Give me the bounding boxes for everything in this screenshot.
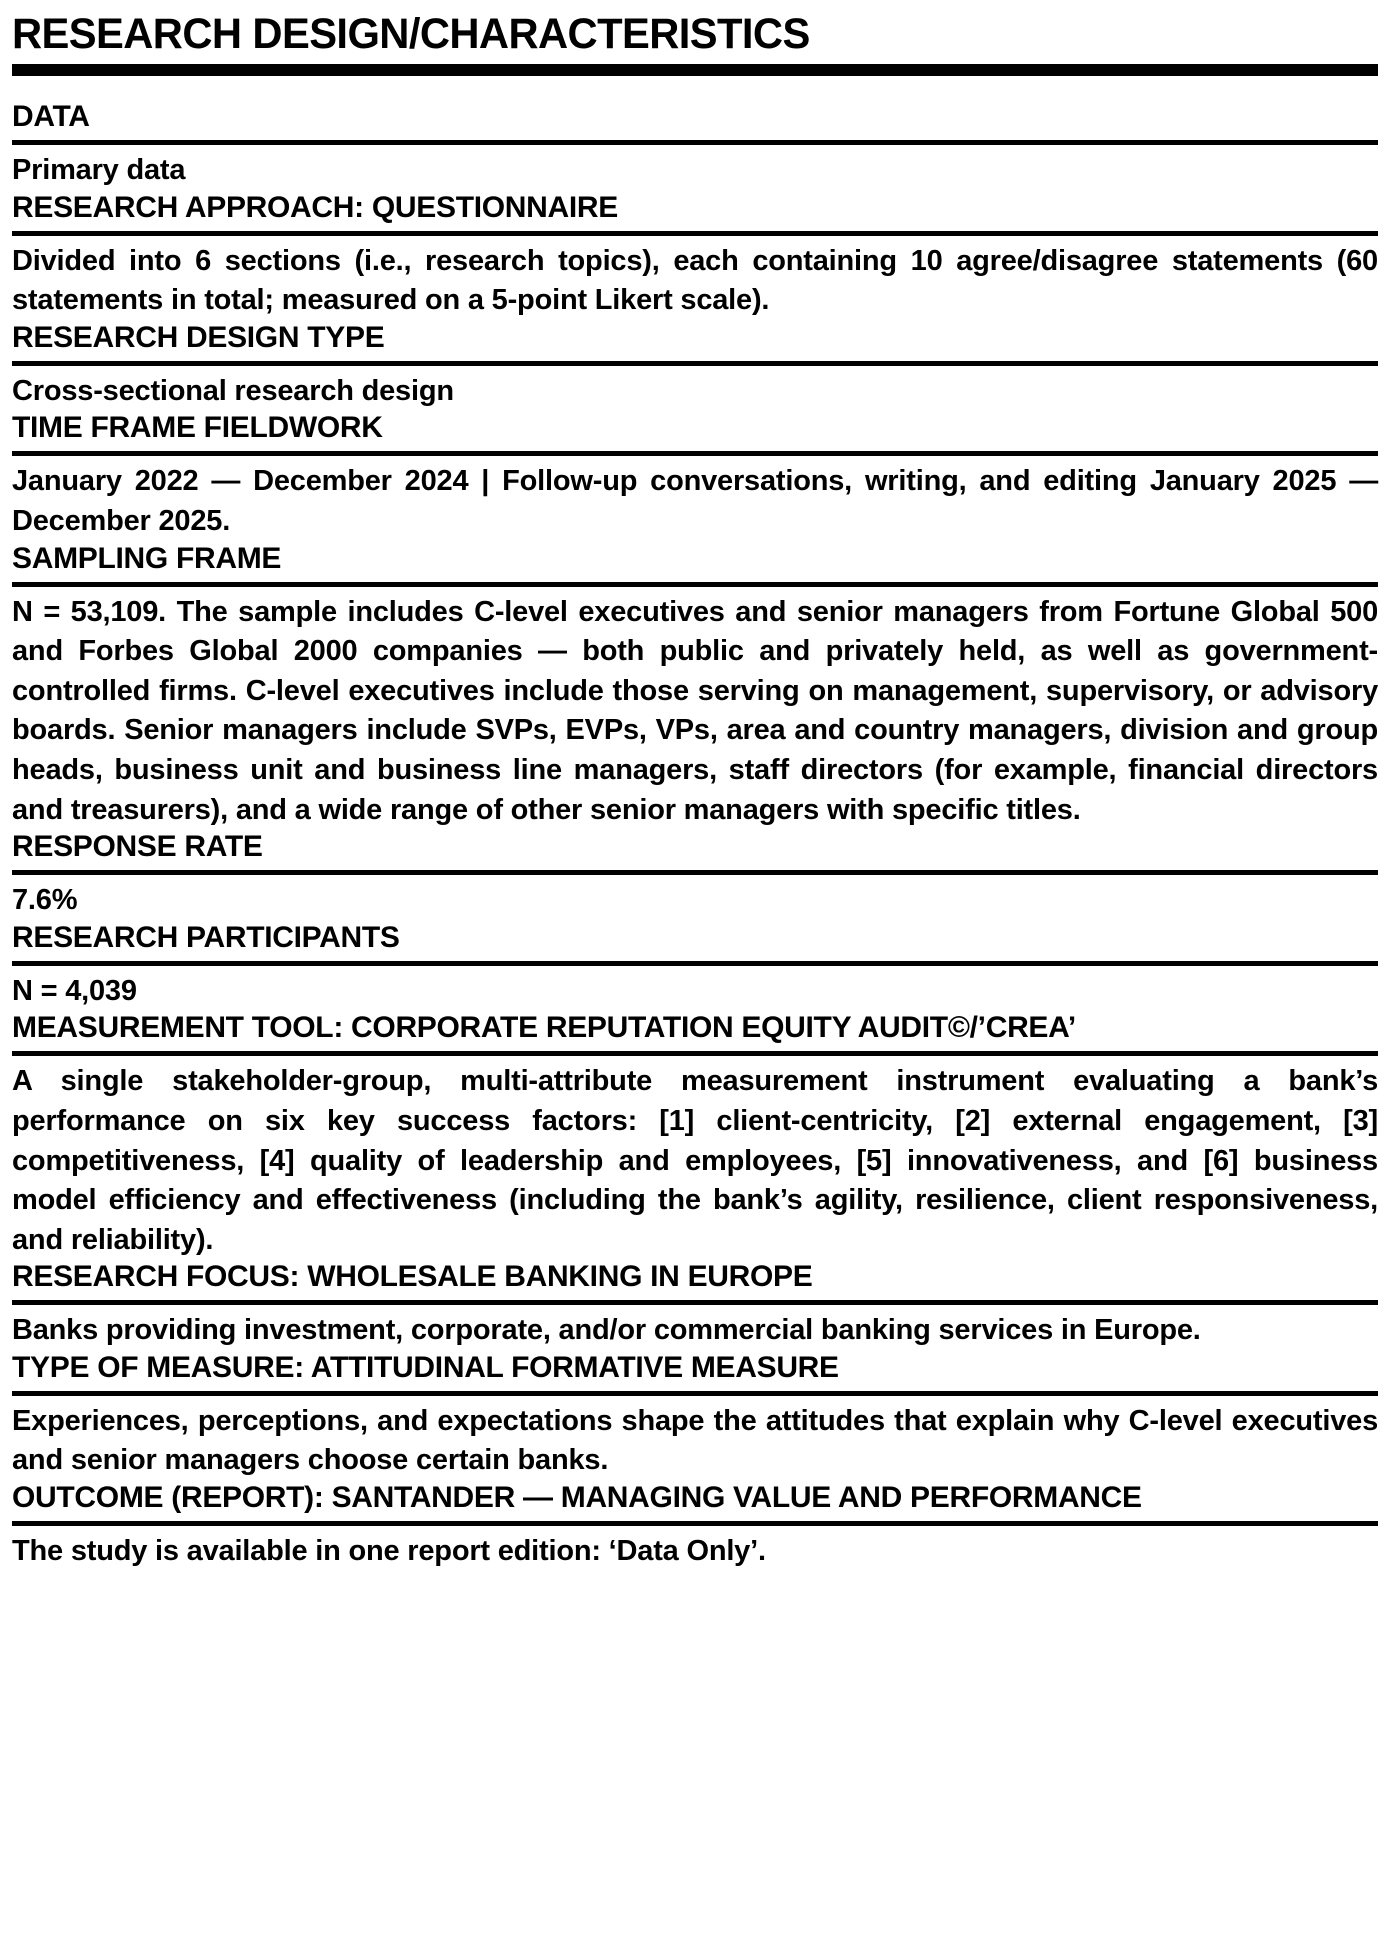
section-type-of-measure (12, 1351, 1378, 1481)
section-research-participants (12, 921, 1378, 1012)
section-label: RESEARCH PARTICIPANTS (12, 920, 400, 954)
section-research-focus (12, 1260, 1378, 1351)
page-title: RESEARCH DESIGN/CHARACTERISTICS (12, 10, 810, 58)
section-label: OUTCOME (REPORT): SANTANDER — MANAGING VALUE AND PERFORMANCE (12, 1481, 1142, 1515)
section-label: TYPE OF MEASURE: ATTITUDINAL FORMATIVE MEASURE (12, 1350, 839, 1384)
section-label: RESEARCH FOCUS: WHOLESALE BANKING IN EUROPE (12, 1260, 813, 1294)
section-value: Divided into 6 sections (i.e., research topics), each containing 10 agree/disagree statements (60 statements in total; measured on a 5-point Likert scale). (12, 244, 1378, 317)
section-time-frame (12, 411, 1378, 541)
section-value: Banks providing investment, corporate, and/or commercial banking services in Europe. (12, 1314, 1201, 1347)
section-value: Cross-sectional research design (12, 374, 454, 407)
section-sampling-frame (12, 542, 1378, 831)
section-value: N = 53,109. The sample includes C-level executives and senior managers from Fortune Global 500 and Forbes Global 2000 companies — both public and privately held, as well as government-controlled firms. C-level executives include those serving on management, supervisory, or advisory boards. Senior managers include SVPs, EVPs, VPs, area and country managers, division and group heads, business unit and business line managers, staff directors (for example, financial directors and treasurers), and a wide range of other senior managers with specific titles. (12, 595, 1378, 826)
section-label: RESEARCH APPROACH: QUESTIONNAIRE (12, 190, 619, 224)
section-response-rate (12, 830, 1378, 921)
section-label: DATA (12, 100, 90, 133)
section-data (12, 100, 1378, 191)
section-label: TIME FRAME FIELDWORK (12, 411, 383, 445)
section-value: January 2022 — December 2024 | Follow-up conversations, writing, and editing January 2025 — December 2025. (12, 465, 1378, 537)
section-value: The study is available in one report edition: ‘Data Only’. (12, 1535, 766, 1568)
section-value: N = 4,039 (12, 974, 137, 1007)
section-label: RESPONSE RATE (12, 830, 263, 864)
section-research-design-type (12, 321, 1378, 412)
title-divider (12, 64, 1378, 76)
section-research-approach (12, 191, 1378, 321)
section-label: SAMPLING FRAME (12, 541, 282, 575)
section-value: A single stakeholder-group, multi-attribute measurement instrument evaluating a bank’s performance on six key success factors: [1] client-centricity, [2] external engagement, [3] competitiveness, [4] quality of leadership and employees, [5] innovativeness, and [6] business model efficiency and effectiveness (including the bank’s agility, resilience, client responsiveness, and reliability). (12, 1065, 1378, 1256)
section-measurement-tool (12, 1011, 1378, 1260)
document-page (12, 0, 1378, 1572)
section-value: 7.6% (12, 884, 78, 917)
section-label: RESEARCH DESIGN TYPE (12, 320, 385, 354)
section-label: MEASUREMENT TOOL: CORPORATE REPUTATION EQUITY AUDIT©/’CREA’ (12, 1011, 1076, 1045)
section-value: Experiences, perceptions, and expectations shape the attitudes that explain why C-level executives and senior managers choose certain banks. (12, 1404, 1378, 1477)
section-value: Primary data (12, 154, 186, 186)
section-outcome-report (12, 1481, 1378, 1572)
